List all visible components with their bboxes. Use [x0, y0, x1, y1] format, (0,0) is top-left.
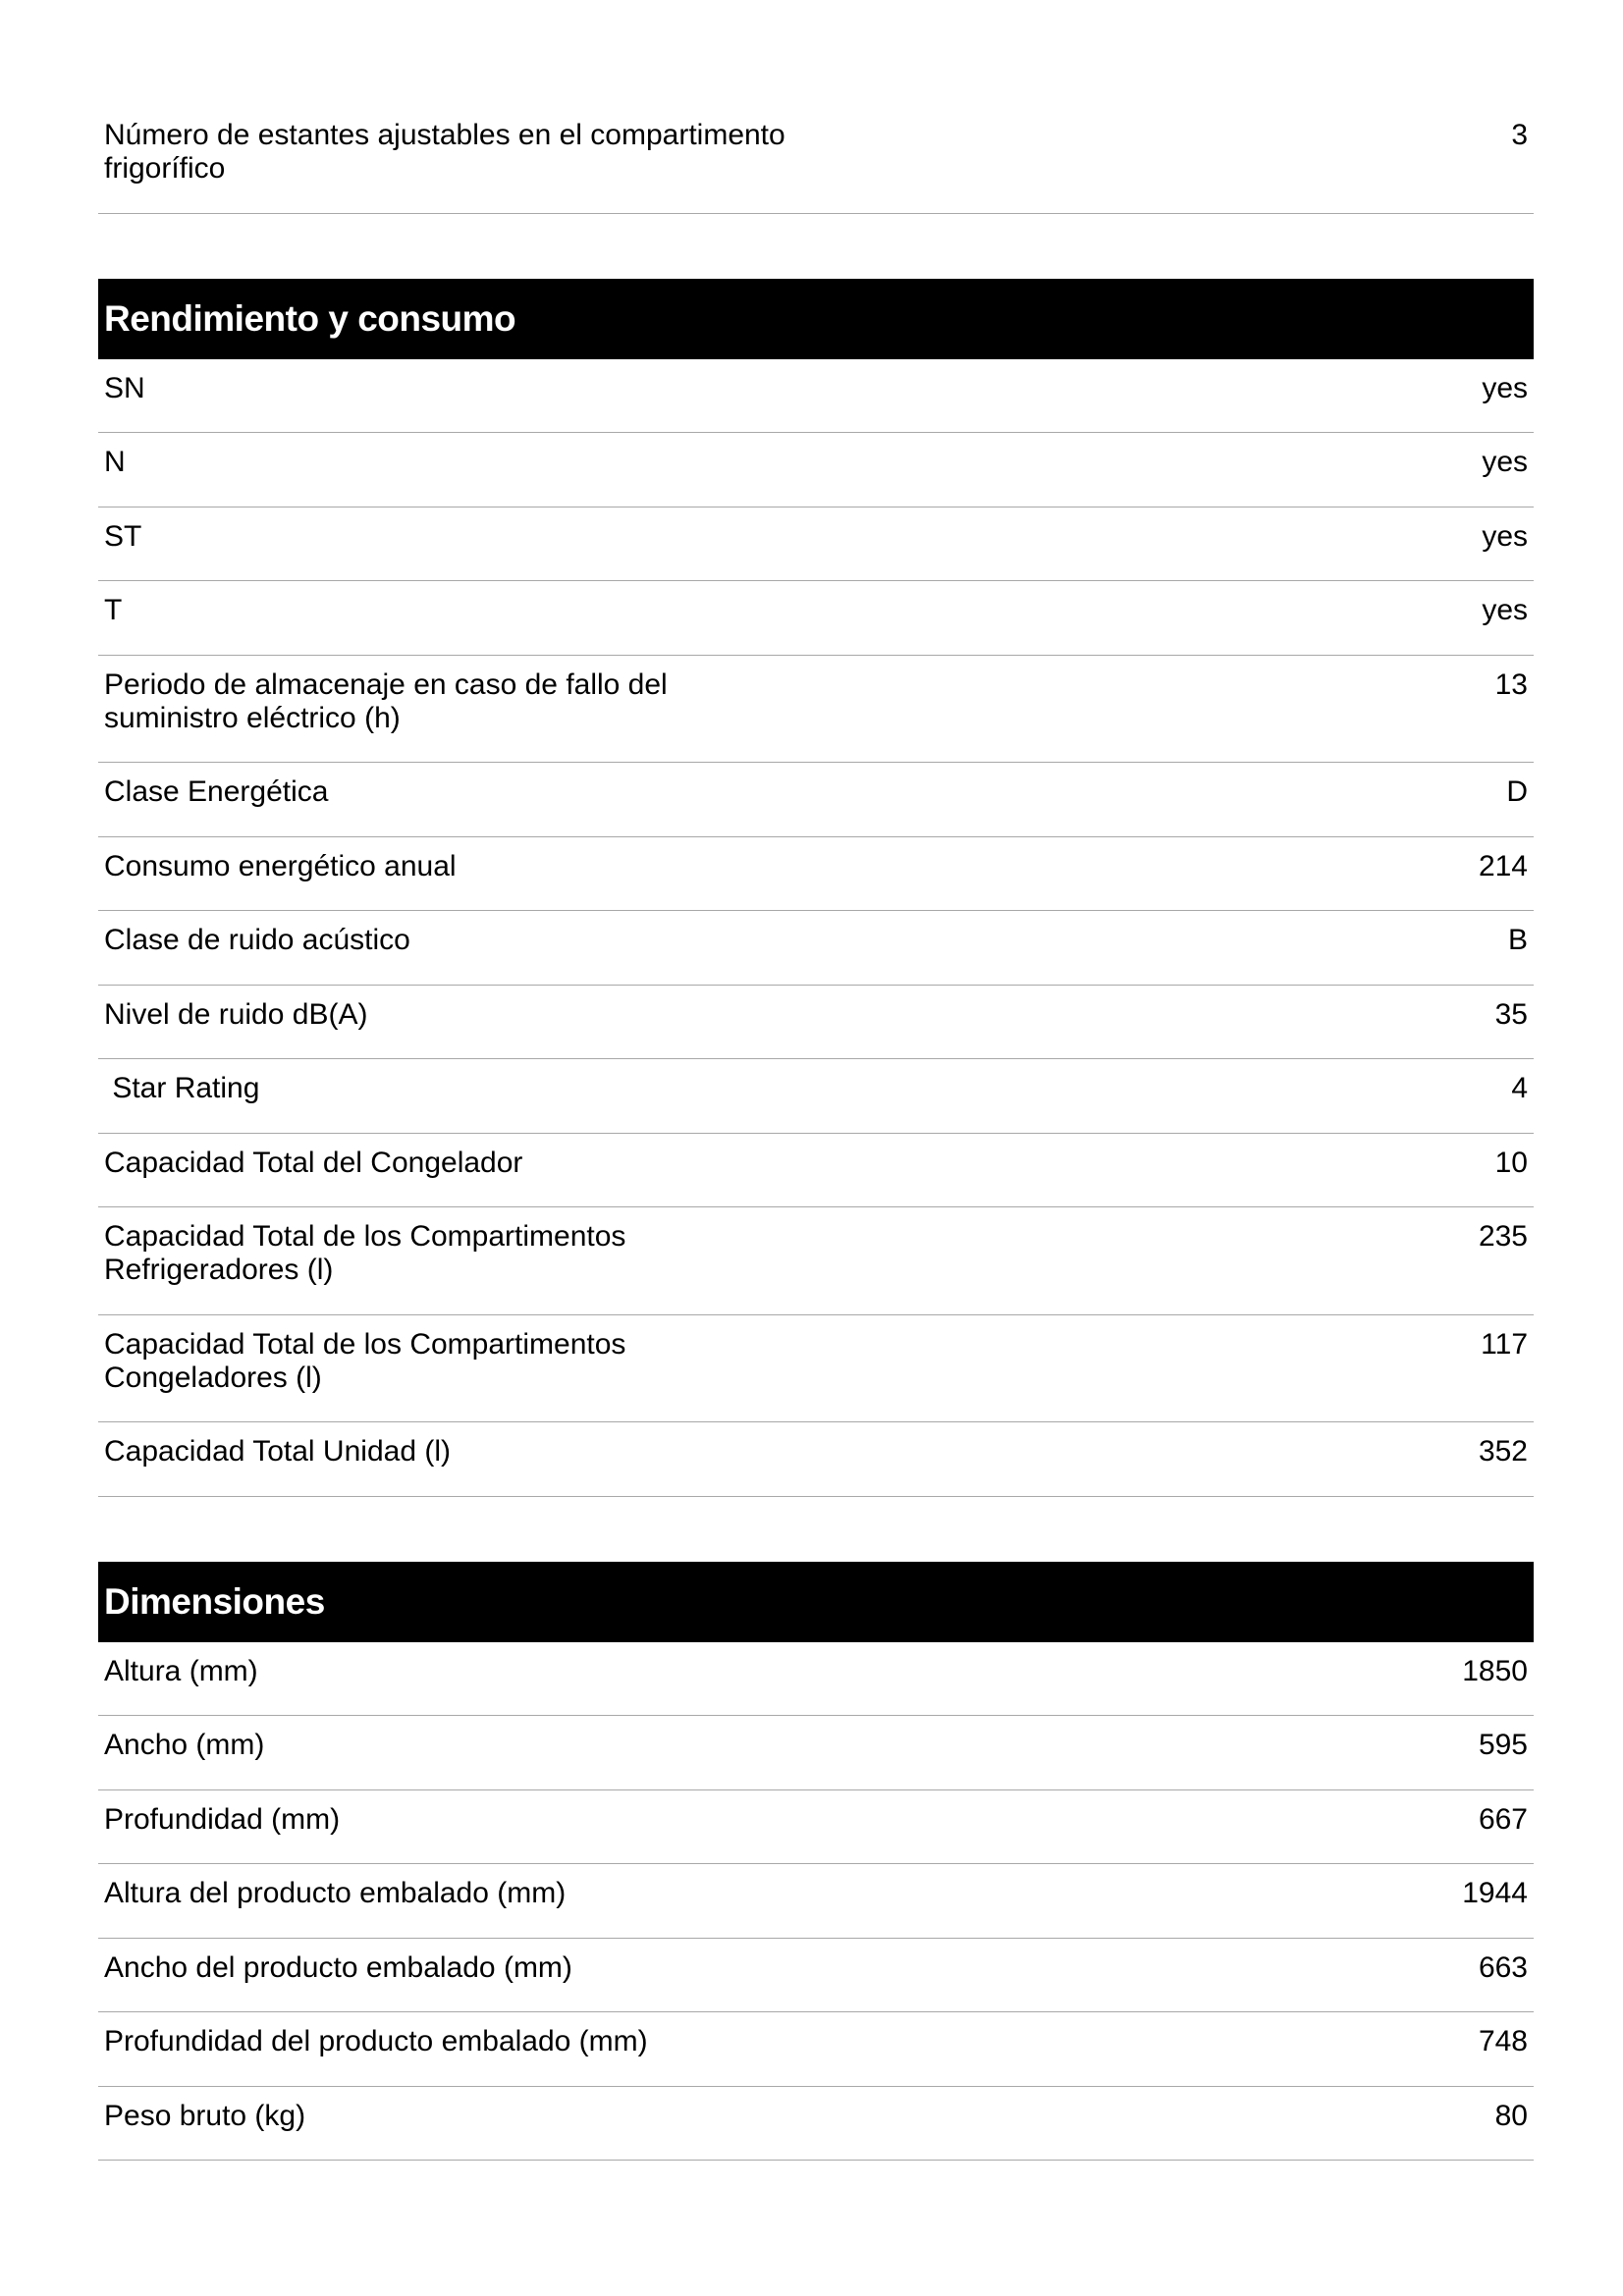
spec-label: Clase Energética: [104, 775, 329, 808]
spec-row: [98, 1864, 1534, 1939]
spec-row: [98, 986, 1534, 1060]
section-dimensions: [98, 1562, 1534, 2162]
spec-label: N: [104, 446, 126, 478]
spec-row: [98, 1790, 1534, 1865]
spec-value: B: [1507, 924, 1528, 956]
section-title: Rendimiento y consumo: [98, 279, 1534, 359]
spec-row: [98, 2012, 1534, 2087]
spec-value: 13: [1494, 667, 1528, 701]
spec-value: 3: [1511, 119, 1528, 151]
spec-row: [98, 1207, 1534, 1315]
spec-row: [98, 656, 1534, 764]
spec-label: Periodo de almacenaje en caso de fallo del suministro eléctrico (h): [104, 667, 668, 734]
spec-label: Altura del producto embalado (mm): [104, 1877, 567, 1909]
spec-row: [98, 837, 1534, 912]
spec-value: yes: [1482, 594, 1528, 626]
spec-label: ST: [104, 519, 142, 553]
spec-label: Peso bruto (kg): [104, 2099, 306, 2132]
section-gap: [98, 1497, 1534, 1562]
spec-value: 1944: [1462, 1877, 1528, 1909]
spec-value: 748: [1478, 2025, 1528, 2057]
spec-row: [98, 581, 1534, 656]
spec-value: 663: [1478, 1950, 1528, 1984]
spec-row: [98, 1059, 1534, 1134]
spec-row: [98, 507, 1534, 582]
spec-value: 10: [1494, 1146, 1528, 1179]
section-title: Dimensiones: [98, 1562, 1534, 1642]
spec-label: Star Rating: [104, 1072, 260, 1104]
spec-row: [98, 1716, 1534, 1790]
spec-label: Profundidad (mm): [104, 1802, 341, 1836]
spec-row: [98, 2087, 1534, 2162]
spec-value: D: [1506, 775, 1528, 808]
spec-row: [98, 1422, 1534, 1497]
spec-value: 35: [1494, 997, 1528, 1031]
spec-label: T: [104, 594, 123, 626]
spec-value: 352: [1478, 1435, 1528, 1468]
spec-value: 117: [1481, 1327, 1528, 1361]
spec-sheet: [98, 106, 1534, 2161]
spec-label: Clase de ruido acústico: [104, 924, 410, 956]
spec-row: [98, 911, 1534, 986]
spec-value: 214: [1478, 849, 1528, 882]
spec-value: 1850: [1462, 1654, 1528, 1687]
spec-value: yes: [1482, 519, 1528, 553]
spec-label: SN: [104, 371, 145, 404]
spec-label: Ancho del producto embalado (mm): [104, 1950, 572, 1984]
spec-row: [98, 1315, 1534, 1423]
spec-value: 4: [1511, 1072, 1528, 1104]
spec-row: [98, 1642, 1534, 1717]
spec-label: Capacidad Total de los Compartimentos Congeladores (l): [104, 1327, 626, 1394]
spec-value: 80: [1494, 2099, 1528, 2132]
spec-value: 595: [1478, 1729, 1528, 1761]
spec-value: yes: [1482, 446, 1528, 478]
spec-row: [98, 763, 1534, 837]
spec-row: [98, 433, 1534, 507]
spec-label: Ancho (mm): [104, 1729, 265, 1761]
spec-row-adjustable-shelves: [98, 106, 1534, 214]
spec-label: Nivel de ruido dB(A): [104, 997, 368, 1031]
spec-label: Capacidad Total Unidad (l): [104, 1435, 451, 1468]
section-performance: [98, 279, 1534, 1497]
spec-value: 235: [1478, 1220, 1528, 1253]
spec-row: [98, 1134, 1534, 1208]
spec-label: Capacidad Total del Congelador: [104, 1146, 523, 1179]
spec-value: 667: [1478, 1802, 1528, 1836]
spec-row: [98, 359, 1534, 434]
spec-label: Profundidad del producto embalado (mm): [104, 2025, 648, 2057]
spec-row: [98, 1939, 1534, 2013]
spec-label: Capacidad Total de los Compartimentos Refrigeradores (l): [104, 1220, 626, 1286]
spec-label: Número de estantes ajustables en el compartimento frigorífico: [104, 119, 785, 185]
section-gap: [98, 214, 1534, 279]
spec-label: Altura (mm): [104, 1654, 258, 1687]
spec-label: Consumo energético anual: [104, 849, 457, 882]
spec-value: yes: [1482, 371, 1528, 404]
